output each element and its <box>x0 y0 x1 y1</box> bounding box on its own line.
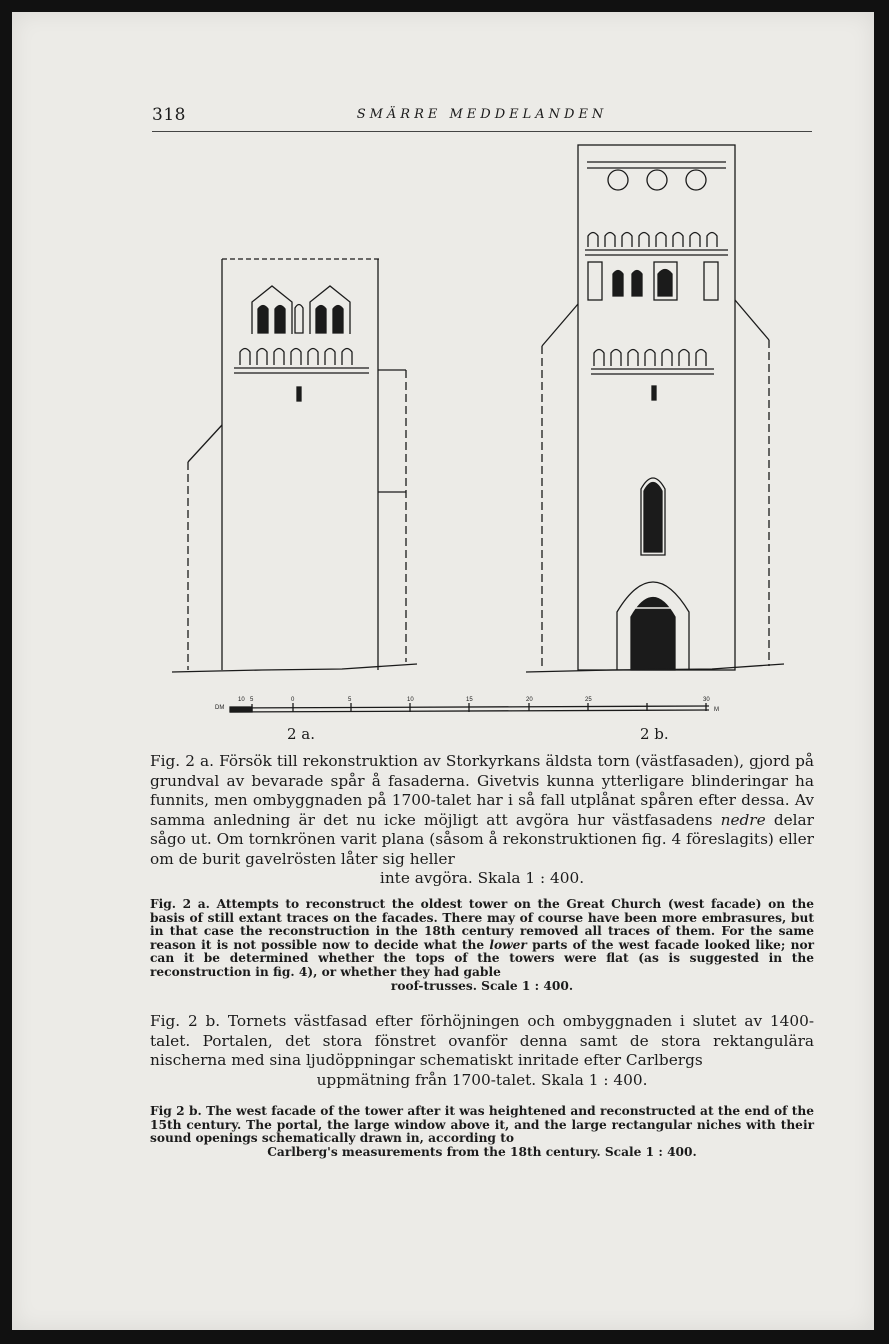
blind-arcade-2a <box>234 349 369 374</box>
scale-tick-label: 0 <box>291 697 295 703</box>
scale-unit-right: M <box>714 707 719 713</box>
portal-2b <box>617 582 689 670</box>
caption-text: Försök till rekonstruktion av Storkyrkans äldsta torn (västfasaden), gjord på grundval av bevarade spår å fasaderna. Givetvis kunna ytterligare blinderingar ha funnits, men ombyggnaden på 1700-talet har i så fall utplånat spåren efter dessa. Av samma anledning är det nu icke möjligt att avgöra hur västfasadens <box>150 752 814 829</box>
tower-2a <box>172 259 417 672</box>
lower-arcade-2b <box>591 350 714 375</box>
figure-label-2a: 2 a. <box>287 725 316 743</box>
caption-text: The west facade of the tower after it was heightened and reconstructed at the end of the 15th century. The portal, the large window above it, and the large rectangular niches with their sound openings schematically drawn in, according to <box>150 1104 814 1146</box>
scale-tick-label: 5 <box>348 697 352 703</box>
caption-text: delar sågo ut. Om tornkrönen varit plana (såsom å rekonstruktionen fig. 4 föreslagits) eller om de burit gavelrösten låter sig heller <box>150 810 814 868</box>
scale-tick-label: 10 <box>407 697 414 703</box>
caption-2a-english <box>150 898 814 993</box>
caption-emphasis: nedre <box>720 810 766 829</box>
scale-tick-label: 5 <box>250 697 254 703</box>
caption-last-line: Carlberg's measurements from the 18th century. Scale 1 : 400. <box>267 1144 697 1159</box>
caption-emphasis: lower <box>489 937 527 952</box>
caption-last-line: inte avgöra. Skala 1 : 400. <box>379 869 585 887</box>
caption-2b-swedish <box>150 1012 814 1090</box>
scale-tick-label: 20 <box>526 697 533 703</box>
caption-lead: Fig. 2 b. <box>150 1012 221 1030</box>
figure-label-2b: 2 b. <box>640 725 669 743</box>
page-number: 318 <box>152 105 186 125</box>
scale-tick-label: 25 <box>585 697 592 703</box>
caption-text: Tornets västfasad efter förhöjningen och ombyggnaden i slutet av 1400-talet. Portalen, det stora fönstret ovanför denna samt de stora rektangulära nischerna med sina ljudöppningar schematiskt inritade efter Carlbergs <box>150 1012 814 1069</box>
caption-lead: Fig. 2 a. <box>150 897 210 911</box>
book-page <box>12 12 874 1330</box>
scale-tick-label: 15 <box>466 697 473 703</box>
running-head: SMÄRRE MEDDELANDEN <box>356 107 608 122</box>
tower-elevation-drawing <box>12 12 874 732</box>
caption-lead: Fig. 2 a. <box>150 752 215 770</box>
caption-text: parts of the west facade looked like; nor can it be determined whether the tops of the towers were flat (as is suggested in the reconstruction in fig. 4), or whether they had gable <box>150 937 815 979</box>
caption-2a-swedish <box>150 752 814 889</box>
scale-bar <box>230 703 709 712</box>
caption-lead: Fig 2 b. <box>150 1104 202 1118</box>
caption-2b-english <box>150 1105 814 1159</box>
tower-2b <box>526 145 784 672</box>
sound-niches-2b <box>588 262 718 300</box>
caption-last-line: uppmätning från 1700-talet. Skala 1 : 400. <box>316 1070 648 1089</box>
caption-last-line: roof-trusses. Scale 1 : 400. <box>390 978 574 993</box>
belfry-openings-2a <box>252 286 350 334</box>
scale-tick-label: 10 <box>238 697 245 703</box>
scale-unit-left: DM <box>215 705 225 711</box>
caption-text: Attempts to reconstruct the oldest tower on the Great Church (west facade) on the basis of still extant traces on the facades. There may of course have been more embrasures, but in that case the reconstruction in the 18th century removed all traces of them. For the same reason it is not possible now to decide what the <box>150 897 814 952</box>
upper-arcade-2b <box>585 233 728 256</box>
scale-tick-label: 30 <box>703 697 710 703</box>
